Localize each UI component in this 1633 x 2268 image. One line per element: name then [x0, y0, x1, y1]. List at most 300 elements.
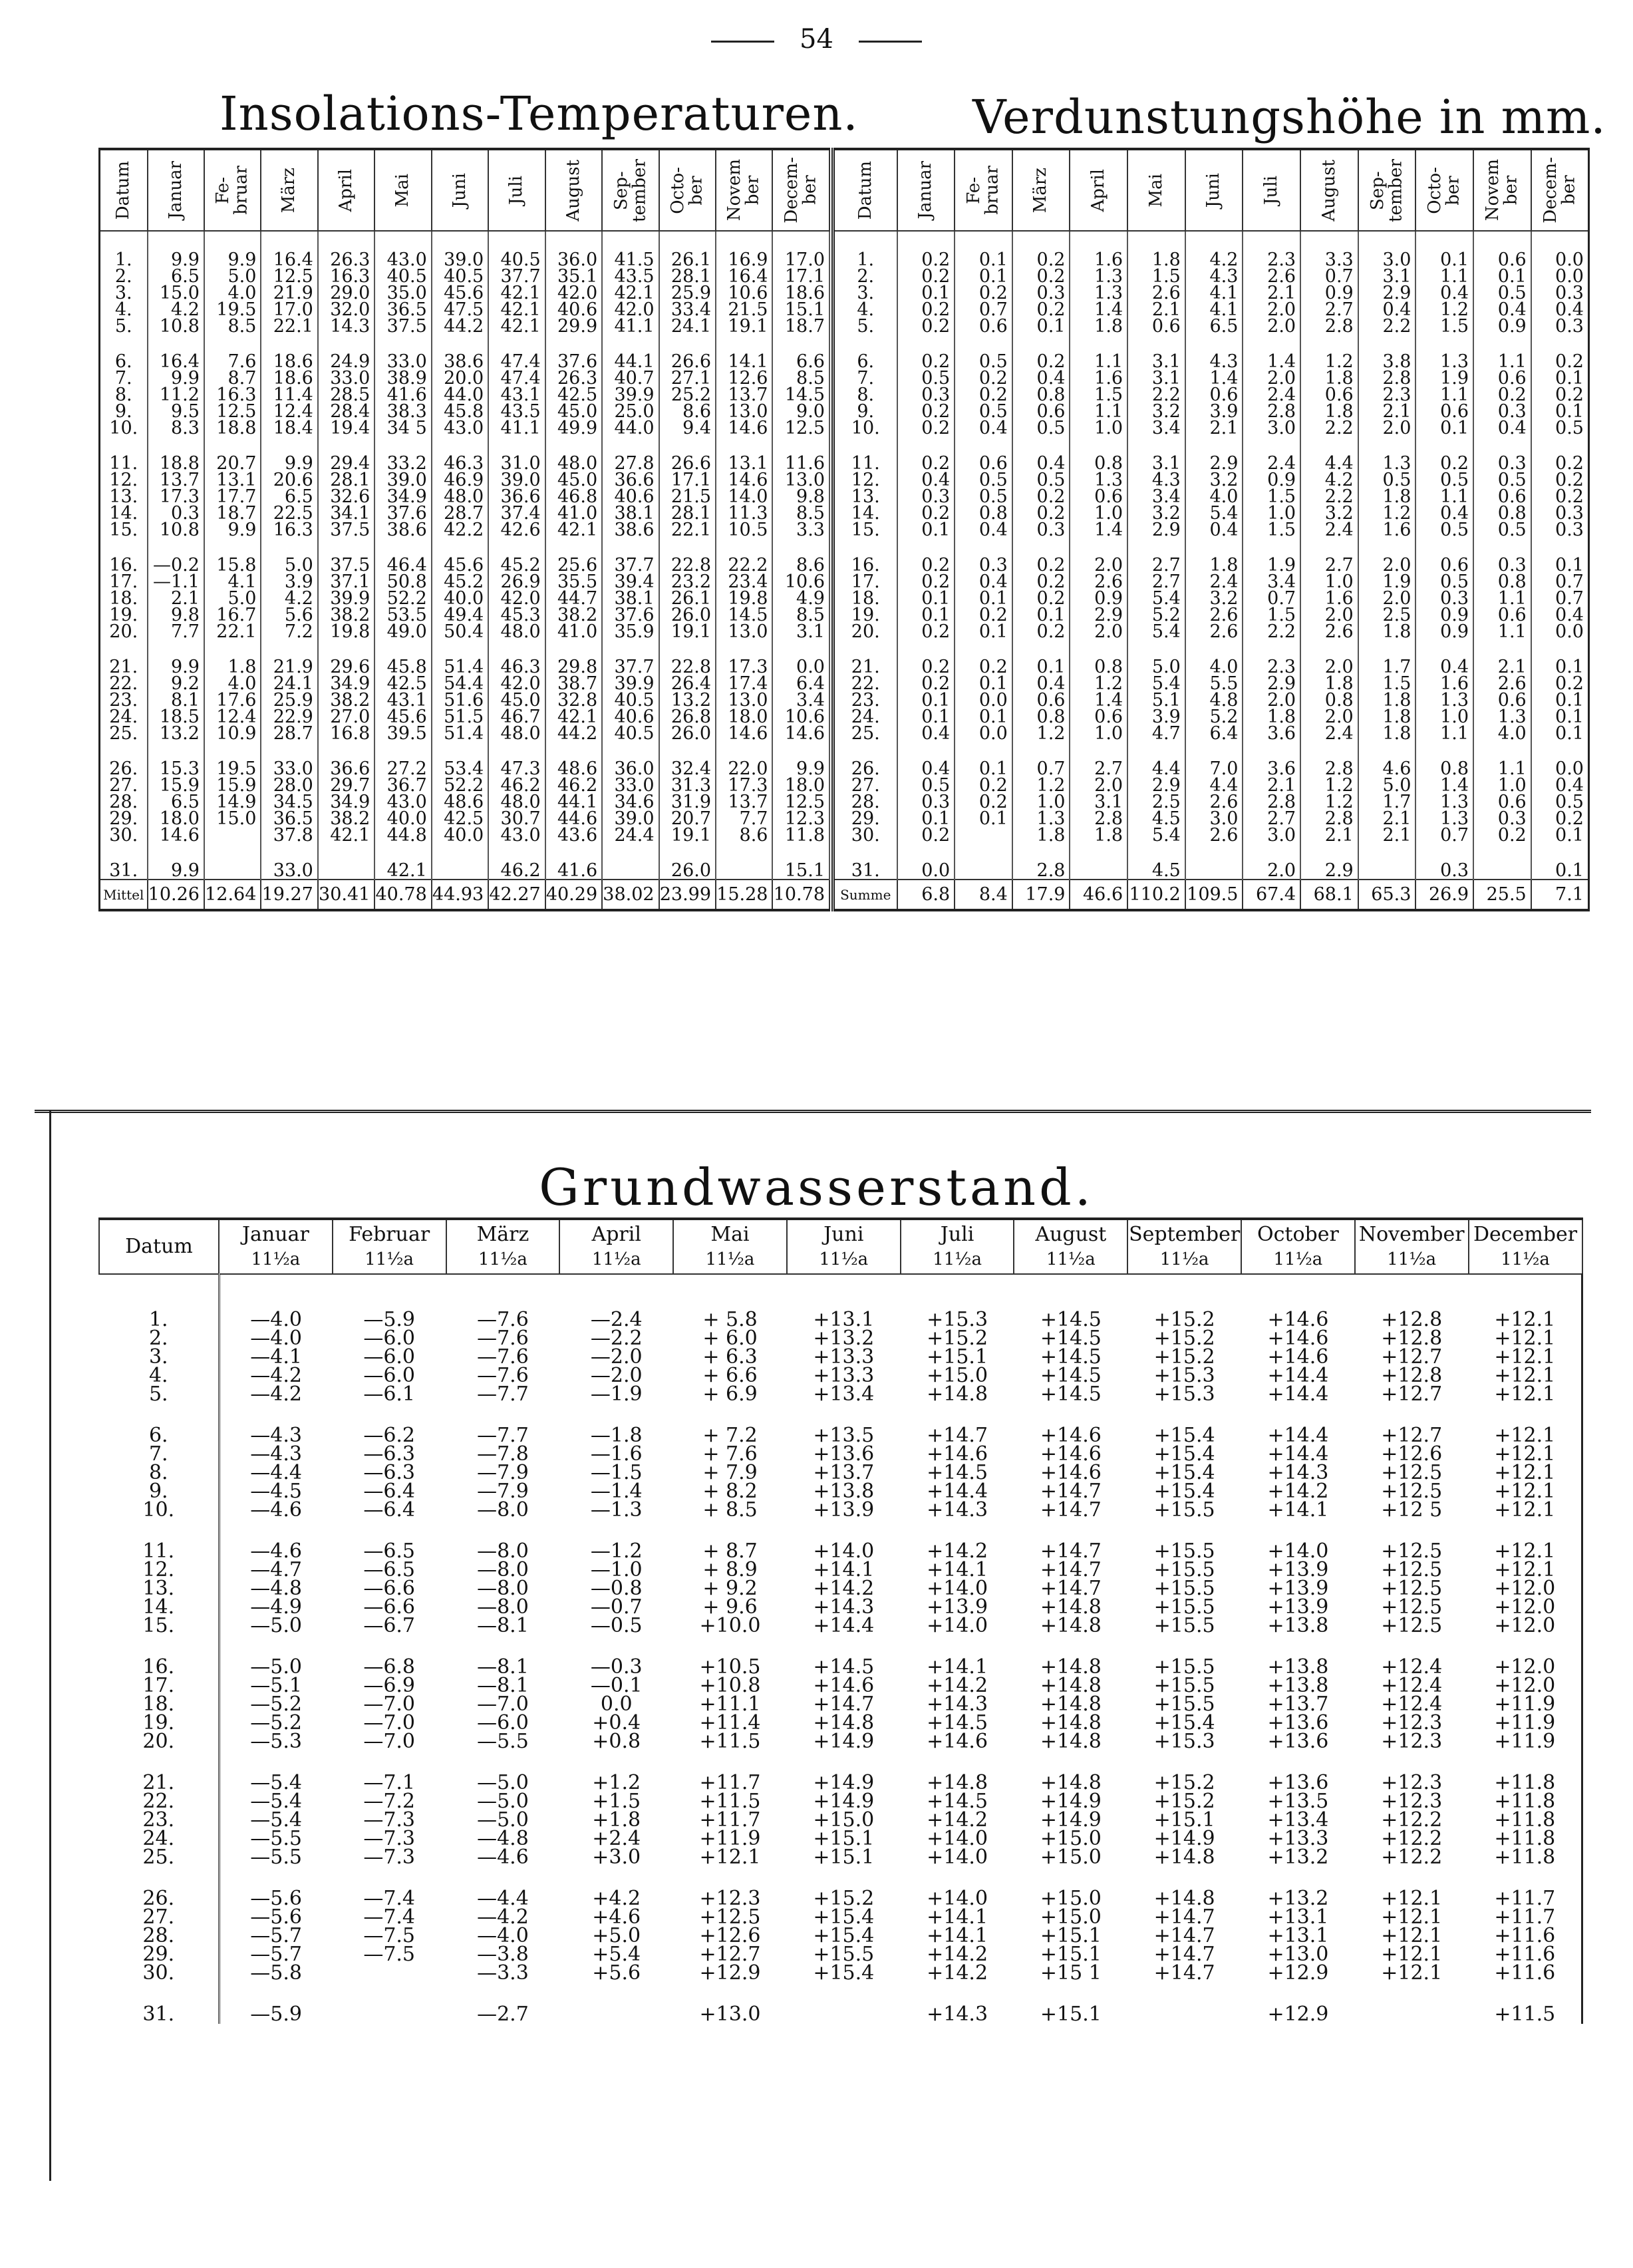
insolation-value-cell: 8.5: [772, 505, 829, 522]
insolation-value-cell: 19.8: [318, 623, 374, 640]
groundwater-value-cell: —2.4: [590, 1308, 643, 1331]
evaporation-day-cell: 16.: [833, 538, 897, 573]
evaporation-row: [833, 623, 1589, 640]
evaporation-value-cell: 0.1: [897, 810, 955, 827]
groundwater-value-cell: +12.1: [1469, 1274, 1582, 1329]
insolation-value-cell: 22.0: [716, 742, 772, 777]
evaporation-value-cell: 0.2: [955, 387, 1012, 403]
insolation-value-cell: 6.5: [148, 794, 204, 810]
insolation-value-cell: 41.6: [374, 387, 431, 403]
groundwater-value-cell: —8.1: [477, 1655, 529, 1679]
groundwater-value-cell: +15.2: [1153, 1308, 1215, 1331]
insolation-month-header: [772, 149, 829, 231]
insolation-value-cell: 37.5: [318, 522, 374, 538]
insolation-value-cell: 51.4: [432, 725, 488, 742]
insolation-value-cell: 29.9: [545, 318, 602, 335]
groundwater-value-cell: +11.9: [1469, 1695, 1582, 1714]
insolation-value-cell: 48.6: [545, 742, 602, 777]
evaporation-value-cell: 5.4: [1127, 590, 1185, 607]
groundwater-value-cell: +13.2: [813, 1327, 875, 1350]
groundwater-value-cell: —8.0: [477, 1539, 529, 1563]
evaporation-value-cell: 0.3: [1473, 436, 1531, 472]
insolation-month-label: März: [279, 167, 299, 214]
groundwater-value-cell: + 8.9: [702, 1558, 758, 1581]
groundwater-value-cell: —4.6: [477, 1846, 529, 1869]
groundwater-value-cell: +11.8: [1469, 1830, 1582, 1848]
evaporation-value-cell: 0.2: [1531, 472, 1589, 488]
evaporation-value-cell: [1185, 844, 1243, 880]
evaporation-value-cell: 0.6: [1185, 387, 1243, 403]
insolation-month-header: [318, 149, 374, 231]
insolation-month-label: Octo- ber: [668, 166, 706, 214]
groundwater-value-cell: +11.6: [1469, 1945, 1582, 1964]
insolation-value-cell: 26.6: [659, 335, 716, 370]
groundwater-value-cell: +12.1: [1381, 1924, 1443, 1947]
evaporation-value-cell: 3.4: [1127, 488, 1185, 505]
evaporation-value-cell: 0.1: [955, 742, 1012, 777]
evaporation-day-cell: 2.: [833, 268, 897, 285]
groundwater-day-cell: 23.: [99, 1811, 219, 1830]
insolation-value-cell: 36.5: [261, 810, 317, 827]
insolation-value-cell: 11.4: [261, 387, 317, 403]
insolation-value-cell: 45.2: [488, 538, 545, 573]
evaporation-month-label: Fe- bruar: [964, 166, 1002, 215]
groundwater-unit-label: 11½a: [1046, 1249, 1096, 1269]
insolation-row: [100, 538, 830, 573]
evaporation-value-cell: 0.5: [955, 472, 1012, 488]
insolation-value-cell: 46.8: [545, 488, 602, 505]
insolation-day-cell: 2.: [100, 268, 148, 285]
evaporation-value-cell: 0.2: [897, 573, 955, 590]
evaporation-row: [833, 335, 1589, 370]
groundwater-value-cell: —5.0: [477, 1771, 529, 1794]
evaporation-value-cell: 1.8: [1127, 231, 1185, 268]
groundwater-value-cell: +11.7: [1469, 1908, 1582, 1927]
insolation-value-cell: 26.1: [659, 590, 716, 607]
insolation-value-cell: 36.0: [545, 231, 602, 268]
evaporation-value-cell: 4.1: [1185, 301, 1243, 318]
evaporation-value-cell: 0.0: [955, 692, 1012, 709]
evaporation-value-cell: 1.0: [1012, 794, 1070, 810]
evaporation-value-cell: 2.9: [1358, 285, 1416, 301]
insolation-footer-cell: 38.02: [602, 880, 659, 910]
evaporation-value-cell: 0.9: [1415, 623, 1473, 640]
insolation-value-cell: 12.5: [772, 794, 829, 810]
insolation-value-cell: 16.3: [261, 522, 317, 538]
insolation-value-cell: 36.6: [318, 742, 374, 777]
evaporation-value-cell: 0.0: [1531, 623, 1589, 640]
evaporation-value-cell: 0.1: [1012, 318, 1070, 335]
evaporation-month-label: August: [1318, 159, 1339, 222]
insolation-value-cell: 45.0: [545, 472, 602, 488]
insolation-value-cell: 3.1: [772, 623, 829, 640]
insolation-value-cell: 4.2: [148, 301, 204, 318]
insolation-value-cell: 47.4: [488, 370, 545, 387]
evaporation-value-cell: 0.5: [1415, 573, 1473, 590]
groundwater-day-cell: 5.: [99, 1385, 219, 1404]
insolation-row: [100, 335, 830, 370]
groundwater-value-cell: —5.0: [250, 1655, 302, 1679]
insolation-value-cell: 28.1: [659, 505, 716, 522]
evaporation-value-cell: 1.8: [1300, 675, 1358, 692]
evaporation-row: [833, 725, 1589, 742]
insolation-value-cell: 21.5: [659, 488, 716, 505]
evaporation-value-cell: 0.8: [1070, 436, 1127, 472]
evaporation-value-cell: 1.2: [1012, 777, 1070, 794]
insolation-value-cell: 39.5: [374, 725, 431, 742]
insolation-value-cell: 19.4: [318, 420, 374, 436]
groundwater-value-cell: +12.1: [699, 1846, 761, 1869]
evaporation-value-cell: 1.8: [1300, 370, 1358, 387]
groundwater-value-cell: +14.7: [1153, 1905, 1215, 1929]
insolation-value-cell: 13.0: [772, 472, 829, 488]
insolation-value-cell: 45.6: [374, 709, 431, 725]
evaporation-value-cell: [1473, 844, 1531, 880]
groundwater-value-cell: —0.5: [590, 1614, 643, 1637]
evaporation-value-cell: 1.3: [1070, 285, 1127, 301]
groundwater-value-cell: +14.0: [927, 1614, 988, 1637]
insolation-value-cell: 10.5: [716, 522, 772, 538]
groundwater-value-cell: +12.1: [1381, 1887, 1443, 1910]
evaporation-value-cell: 0.2: [955, 794, 1012, 810]
groundwater-value-cell: +14.6: [813, 1674, 875, 1697]
groundwater-value-cell: + 8.2: [702, 1480, 758, 1503]
groundwater-value-cell: —7.7: [477, 1424, 529, 1447]
groundwater-value-cell: +15.0: [1040, 1846, 1102, 1869]
groundwater-value-cell: +13.2: [1267, 1846, 1329, 1869]
groundwater-value-cell: +11.7: [1469, 1867, 1582, 1908]
evaporation-value-cell: 5.4: [1185, 505, 1243, 522]
insolation-value-cell: 17.1: [659, 472, 716, 488]
evaporation-value-cell: 1.4: [1070, 692, 1127, 709]
evaporation-value-cell: 2.6: [1070, 573, 1127, 590]
insolation-footer-cell: 19.27: [261, 880, 317, 910]
evaporation-value-cell: 0.3: [1531, 318, 1589, 335]
insolation-value-cell: 43.6: [545, 827, 602, 844]
insolation-value-cell: 16.4: [261, 231, 317, 268]
insolation-value-cell: 30.7: [488, 810, 545, 827]
insolation-value-cell: 14.6: [148, 827, 204, 844]
groundwater-value-cell: +12.5: [1381, 1539, 1443, 1563]
groundwater-value-cell: +15.2: [927, 1327, 988, 1350]
evaporation-table: [831, 148, 1590, 911]
groundwater-value-cell: +14.8: [1040, 1711, 1102, 1734]
insolation-day-cell: 18.: [100, 590, 148, 607]
groundwater-value-cell: +15.1: [813, 1846, 875, 1869]
evaporation-value-cell: 5.1: [1127, 692, 1185, 709]
insolation-value-cell: 27.8: [602, 436, 659, 472]
groundwater-day-cell: 19.: [99, 1714, 219, 1732]
insolation-month-header: [716, 149, 772, 231]
insolation-row: [100, 827, 830, 844]
groundwater-value-cell: +11.4: [699, 1711, 761, 1734]
evaporation-value-cell: 1.0: [1243, 505, 1300, 522]
evaporation-value-cell: 6.5: [1185, 318, 1243, 335]
evaporation-value-cell: 3.3: [1300, 231, 1358, 268]
evaporation-value-cell: 0.0: [1531, 231, 1589, 268]
evaporation-value-cell: 0.8: [1012, 709, 1070, 725]
groundwater-value-cell: +14.1: [1267, 1498, 1329, 1522]
evaporation-value-cell: 5.4: [1127, 827, 1185, 844]
evaporation-sum-row: [833, 880, 1589, 910]
evaporation-value-cell: 2.6: [1185, 607, 1243, 623]
evaporation-value-cell: 3.0: [1243, 827, 1300, 844]
insolation-value-cell: 8.7: [204, 370, 261, 387]
groundwater-value-cell: +15.1: [1153, 1808, 1215, 1832]
insolation-value-cell: 11.3: [716, 505, 772, 522]
groundwater-value-cell: [333, 1983, 446, 2024]
groundwater-row: [99, 1520, 1582, 1561]
groundwater-value-cell: —1.4: [590, 1480, 643, 1503]
insolation-value-cell: 8.1: [148, 692, 204, 709]
groundwater-value-cell: +14.6: [927, 1442, 988, 1466]
insolation-value-cell: 34.5: [261, 794, 317, 810]
groundwater-value-cell: [333, 1964, 446, 1983]
evaporation-value-cell: 4.6: [1358, 742, 1416, 777]
insolation-value-cell: 42.1: [488, 318, 545, 335]
groundwater-value-cell: +1.2: [592, 1771, 641, 1794]
insolation-value-cell: 45.0: [545, 403, 602, 420]
insolation-value-cell: 42.5: [374, 675, 431, 692]
evaporation-value-cell: 0.1: [897, 607, 955, 623]
groundwater-value-cell: +15.5: [1153, 1577, 1215, 1600]
evaporation-value-cell: 1.5: [1070, 387, 1127, 403]
evaporation-value-cell: 0.0: [1531, 268, 1589, 285]
evaporation-value-cell: 2.2: [1243, 623, 1300, 640]
groundwater-value-cell: +14.5: [1040, 1308, 1102, 1331]
insolation-value-cell: 19.5: [204, 301, 261, 318]
groundwater-value-cell: —2.2: [590, 1327, 643, 1350]
evaporation-value-cell: 2.1: [1473, 640, 1531, 675]
groundwater-value-cell: +14.5: [1040, 1327, 1102, 1350]
evaporation-value-cell: 0.4: [955, 522, 1012, 538]
insolation-value-cell: 46.2: [488, 777, 545, 794]
evaporation-value-cell: 0.2: [1012, 268, 1070, 285]
insolation-value-cell: 20.7: [204, 436, 261, 472]
insolation-value-cell: 17.7: [204, 488, 261, 505]
insolation-value-cell: 3.9: [261, 573, 317, 590]
insolation-footer-cell: 44.93: [432, 880, 488, 910]
insolation-value-cell: 14.0: [716, 488, 772, 505]
insolation-value-cell: 15.1: [772, 301, 829, 318]
evaporation-value-cell: 2.0: [1243, 301, 1300, 318]
groundwater-value-cell: +11.5: [1469, 1983, 1582, 2024]
insolation-value-cell: 9.8: [772, 488, 829, 505]
evaporation-value-cell: 2.1: [1358, 827, 1416, 844]
evaporation-value-cell: 3.9: [1185, 403, 1243, 420]
evaporation-value-cell: 1.4: [1185, 370, 1243, 387]
groundwater-value-cell: —4.0: [250, 1308, 302, 1331]
evaporation-value-cell: 0.2: [897, 675, 955, 692]
groundwater-value-cell: +12.1: [1469, 1445, 1582, 1464]
insolation-value-cell: 21.9: [261, 640, 317, 675]
groundwater-value-cell: +12.8: [1381, 1308, 1443, 1331]
groundwater-title: Grundwasserstand.: [539, 1158, 1094, 1217]
groundwater-value-cell: —2.0: [590, 1364, 643, 1387]
insolation-value-cell: 9.2: [148, 675, 204, 692]
evaporation-value-cell: 3.2: [1127, 403, 1185, 420]
evaporation-day-cell: 25.: [833, 725, 897, 742]
insolation-value-cell: 24.1: [659, 318, 716, 335]
evaporation-value-cell: 0.9: [1473, 318, 1531, 335]
insolation-month-label: April: [335, 168, 356, 212]
evaporation-value-cell: 0.2: [897, 436, 955, 472]
evaporation-value-cell: 0.1: [1531, 370, 1589, 387]
insolation-value-cell: 42.2: [432, 522, 488, 538]
groundwater-value-cell: +13.7: [1267, 1693, 1329, 1716]
evaporation-value-cell: 0.1: [1531, 844, 1589, 880]
evaporation-value-cell: 2.6: [1185, 827, 1243, 844]
groundwater-month-header: [673, 1219, 787, 1274]
groundwater-value-cell: +3.0: [592, 1846, 641, 1869]
insolation-value-cell: 40.0: [374, 810, 431, 827]
insolation-value-cell: 34.9: [374, 488, 431, 505]
evaporation-value-cell: 3.1: [1358, 268, 1416, 285]
groundwater-month-label: Juni: [823, 1223, 864, 1246]
insolation-row: [100, 640, 830, 675]
evaporation-value-cell: 2.0: [1070, 538, 1127, 573]
insolation-value-cell: 27.1: [659, 370, 716, 387]
groundwater-value-cell: +12.6: [699, 1924, 761, 1947]
insolation-value-cell: 37.1: [318, 573, 374, 590]
evaporation-value-cell: 0.4: [1358, 301, 1416, 318]
insolation-value-cell: 46.9: [432, 472, 488, 488]
evaporation-value-cell: 1.0: [1070, 725, 1127, 742]
groundwater-day-cell: 21.: [99, 1751, 219, 1792]
groundwater-value-cell: —7.7: [477, 1382, 529, 1406]
evaporation-value-cell: 2.0: [1243, 370, 1300, 387]
insolation-value-cell: 38.6: [374, 522, 431, 538]
evaporation-value-cell: 3.8: [1358, 335, 1416, 370]
insolation-value-cell: 10.6: [716, 285, 772, 301]
evaporation-value-cell: 0.2: [897, 623, 955, 640]
evaporation-value-cell: 0.7: [955, 301, 1012, 318]
groundwater-value-cell: —4.3: [250, 1442, 302, 1466]
evaporation-value-cell: 0.5: [955, 335, 1012, 370]
insolation-value-cell: —0.2: [148, 538, 204, 573]
evaporation-row: [833, 538, 1589, 573]
evaporation-day-cell: 14.: [833, 505, 897, 522]
groundwater-value-cell: +13.8: [1267, 1614, 1329, 1637]
groundwater-value-cell: +13.5: [813, 1424, 875, 1447]
groundwater-value-cell: +13.4: [1267, 1808, 1329, 1832]
groundwater-value-cell: +15.2: [813, 1887, 875, 1910]
evaporation-value-cell: 1.9: [1358, 573, 1416, 590]
groundwater-value-cell: +13.1: [1267, 1905, 1329, 1929]
groundwater-value-cell: +12.5: [1381, 1558, 1443, 1581]
insolation-month-header: [374, 149, 431, 231]
evaporation-value-cell: 2.0: [1070, 623, 1127, 640]
groundwater-value-cell: —1.8: [590, 1424, 643, 1447]
evaporation-value-cell: 1.5: [1243, 488, 1300, 505]
evaporation-value-cell: 0.8: [955, 505, 1012, 522]
evaporation-footer-cell: 6.8: [897, 880, 955, 910]
groundwater-value-cell: +14.7: [1040, 1577, 1102, 1600]
insolation-day-cell: 7.: [100, 370, 148, 387]
insolation-value-cell: 35.5: [545, 573, 602, 590]
groundwater-value-cell: +14.7: [1040, 1480, 1102, 1503]
groundwater-value-cell: —5.7: [250, 1943, 302, 1966]
evaporation-value-cell: 5.4: [1127, 675, 1185, 692]
evaporation-value-cell: 2.1: [1243, 285, 1300, 301]
groundwater-value-cell: +12.9: [1267, 2003, 1329, 2026]
insolation-value-cell: 33.0: [374, 335, 431, 370]
evaporation-month-header: [1415, 149, 1473, 231]
groundwater-value-cell: +14.3: [927, 1693, 988, 1716]
insolation-value-cell: 36.5: [374, 301, 431, 318]
groundwater-value-cell: +14.7: [1040, 1558, 1102, 1581]
groundwater-value-cell: —4.3: [250, 1424, 302, 1447]
evaporation-value-cell: 3.2: [1300, 505, 1358, 522]
groundwater-value-cell: +12.5: [1381, 1480, 1443, 1503]
insolation-footer-cell: 10.26: [148, 880, 204, 910]
groundwater-value-cell: +14.4: [1267, 1442, 1329, 1466]
insolation-value-cell: 46.4: [374, 538, 431, 573]
insolation-value-cell: [204, 844, 261, 880]
insolation-value-cell: 13.1: [204, 472, 261, 488]
insolation-value-cell: 6.5: [148, 268, 204, 285]
evaporation-value-cell: 0.7: [1531, 573, 1589, 590]
evaporation-month-header: [1531, 149, 1589, 231]
evaporation-value-cell: 1.3: [1473, 709, 1531, 725]
evaporation-row: [833, 231, 1589, 268]
groundwater-value-cell: —0.1: [590, 1674, 643, 1697]
evaporation-footer-cell: 109.5: [1185, 880, 1243, 910]
groundwater-value-cell: +14.3: [813, 1595, 875, 1619]
insolation-value-cell: 52.2: [432, 777, 488, 794]
insolation-value-cell: 22.1: [261, 318, 317, 335]
groundwater-value-cell: +12.9: [1267, 1961, 1329, 1985]
evaporation-value-cell: 0.1: [955, 231, 1012, 268]
evaporation-date-header-label: Datum: [855, 160, 875, 220]
groundwater-value-cell: +12.1: [1469, 1329, 1582, 1348]
groundwater-value-cell: +14.6: [1040, 1424, 1102, 1447]
insolation-value-cell: 44.6: [545, 810, 602, 827]
evaporation-value-cell: 0.1: [897, 692, 955, 709]
evaporation-value-cell: 0.1: [1012, 640, 1070, 675]
insolation-footer-cell: 30.41: [318, 880, 374, 910]
groundwater-value-cell: +14.2: [927, 1943, 988, 1966]
groundwater-value-cell: + 9.6: [702, 1595, 758, 1619]
evaporation-value-cell: 0.5: [897, 777, 955, 794]
groundwater-value-cell: +14.6: [1040, 1442, 1102, 1466]
groundwater-value-cell: —1.6: [590, 1442, 643, 1466]
evaporation-value-cell: 0.2: [1012, 488, 1070, 505]
evaporation-value-cell: 2.4: [1185, 573, 1243, 590]
groundwater-value-cell: —4.8: [250, 1577, 302, 1600]
evaporation-value-cell: 0.5: [955, 488, 1012, 505]
groundwater-unit-label: 11½a: [819, 1249, 869, 1269]
evaporation-value-cell: 0.2: [1012, 573, 1070, 590]
evaporation-value-cell: 0.5: [897, 370, 955, 387]
insolation-value-cell: 22.1: [204, 623, 261, 640]
groundwater-value-cell: —7.2: [363, 1790, 416, 1813]
evaporation-day-cell: 20.: [833, 623, 897, 640]
insolation-value-cell: 14.6: [716, 725, 772, 742]
evaporation-value-cell: 2.7: [1127, 538, 1185, 573]
groundwater-month-label: November: [1358, 1223, 1465, 1246]
insolation-value-cell: [716, 844, 772, 880]
insolation-value-cell: 37.5: [318, 538, 374, 573]
groundwater-value-cell: —4.7: [250, 1558, 302, 1581]
evaporation-month-label: Decem- ber: [1540, 157, 1578, 224]
evaporation-value-cell: 3.0: [1358, 231, 1416, 268]
groundwater-value-cell: —5.9: [363, 1308, 416, 1331]
insolation-value-cell: 9.9: [204, 231, 261, 268]
insolation-value-cell: 40.5: [602, 692, 659, 709]
evaporation-month-label: Mai: [1145, 173, 1166, 208]
insolation-day-cell: 23.: [100, 692, 148, 709]
